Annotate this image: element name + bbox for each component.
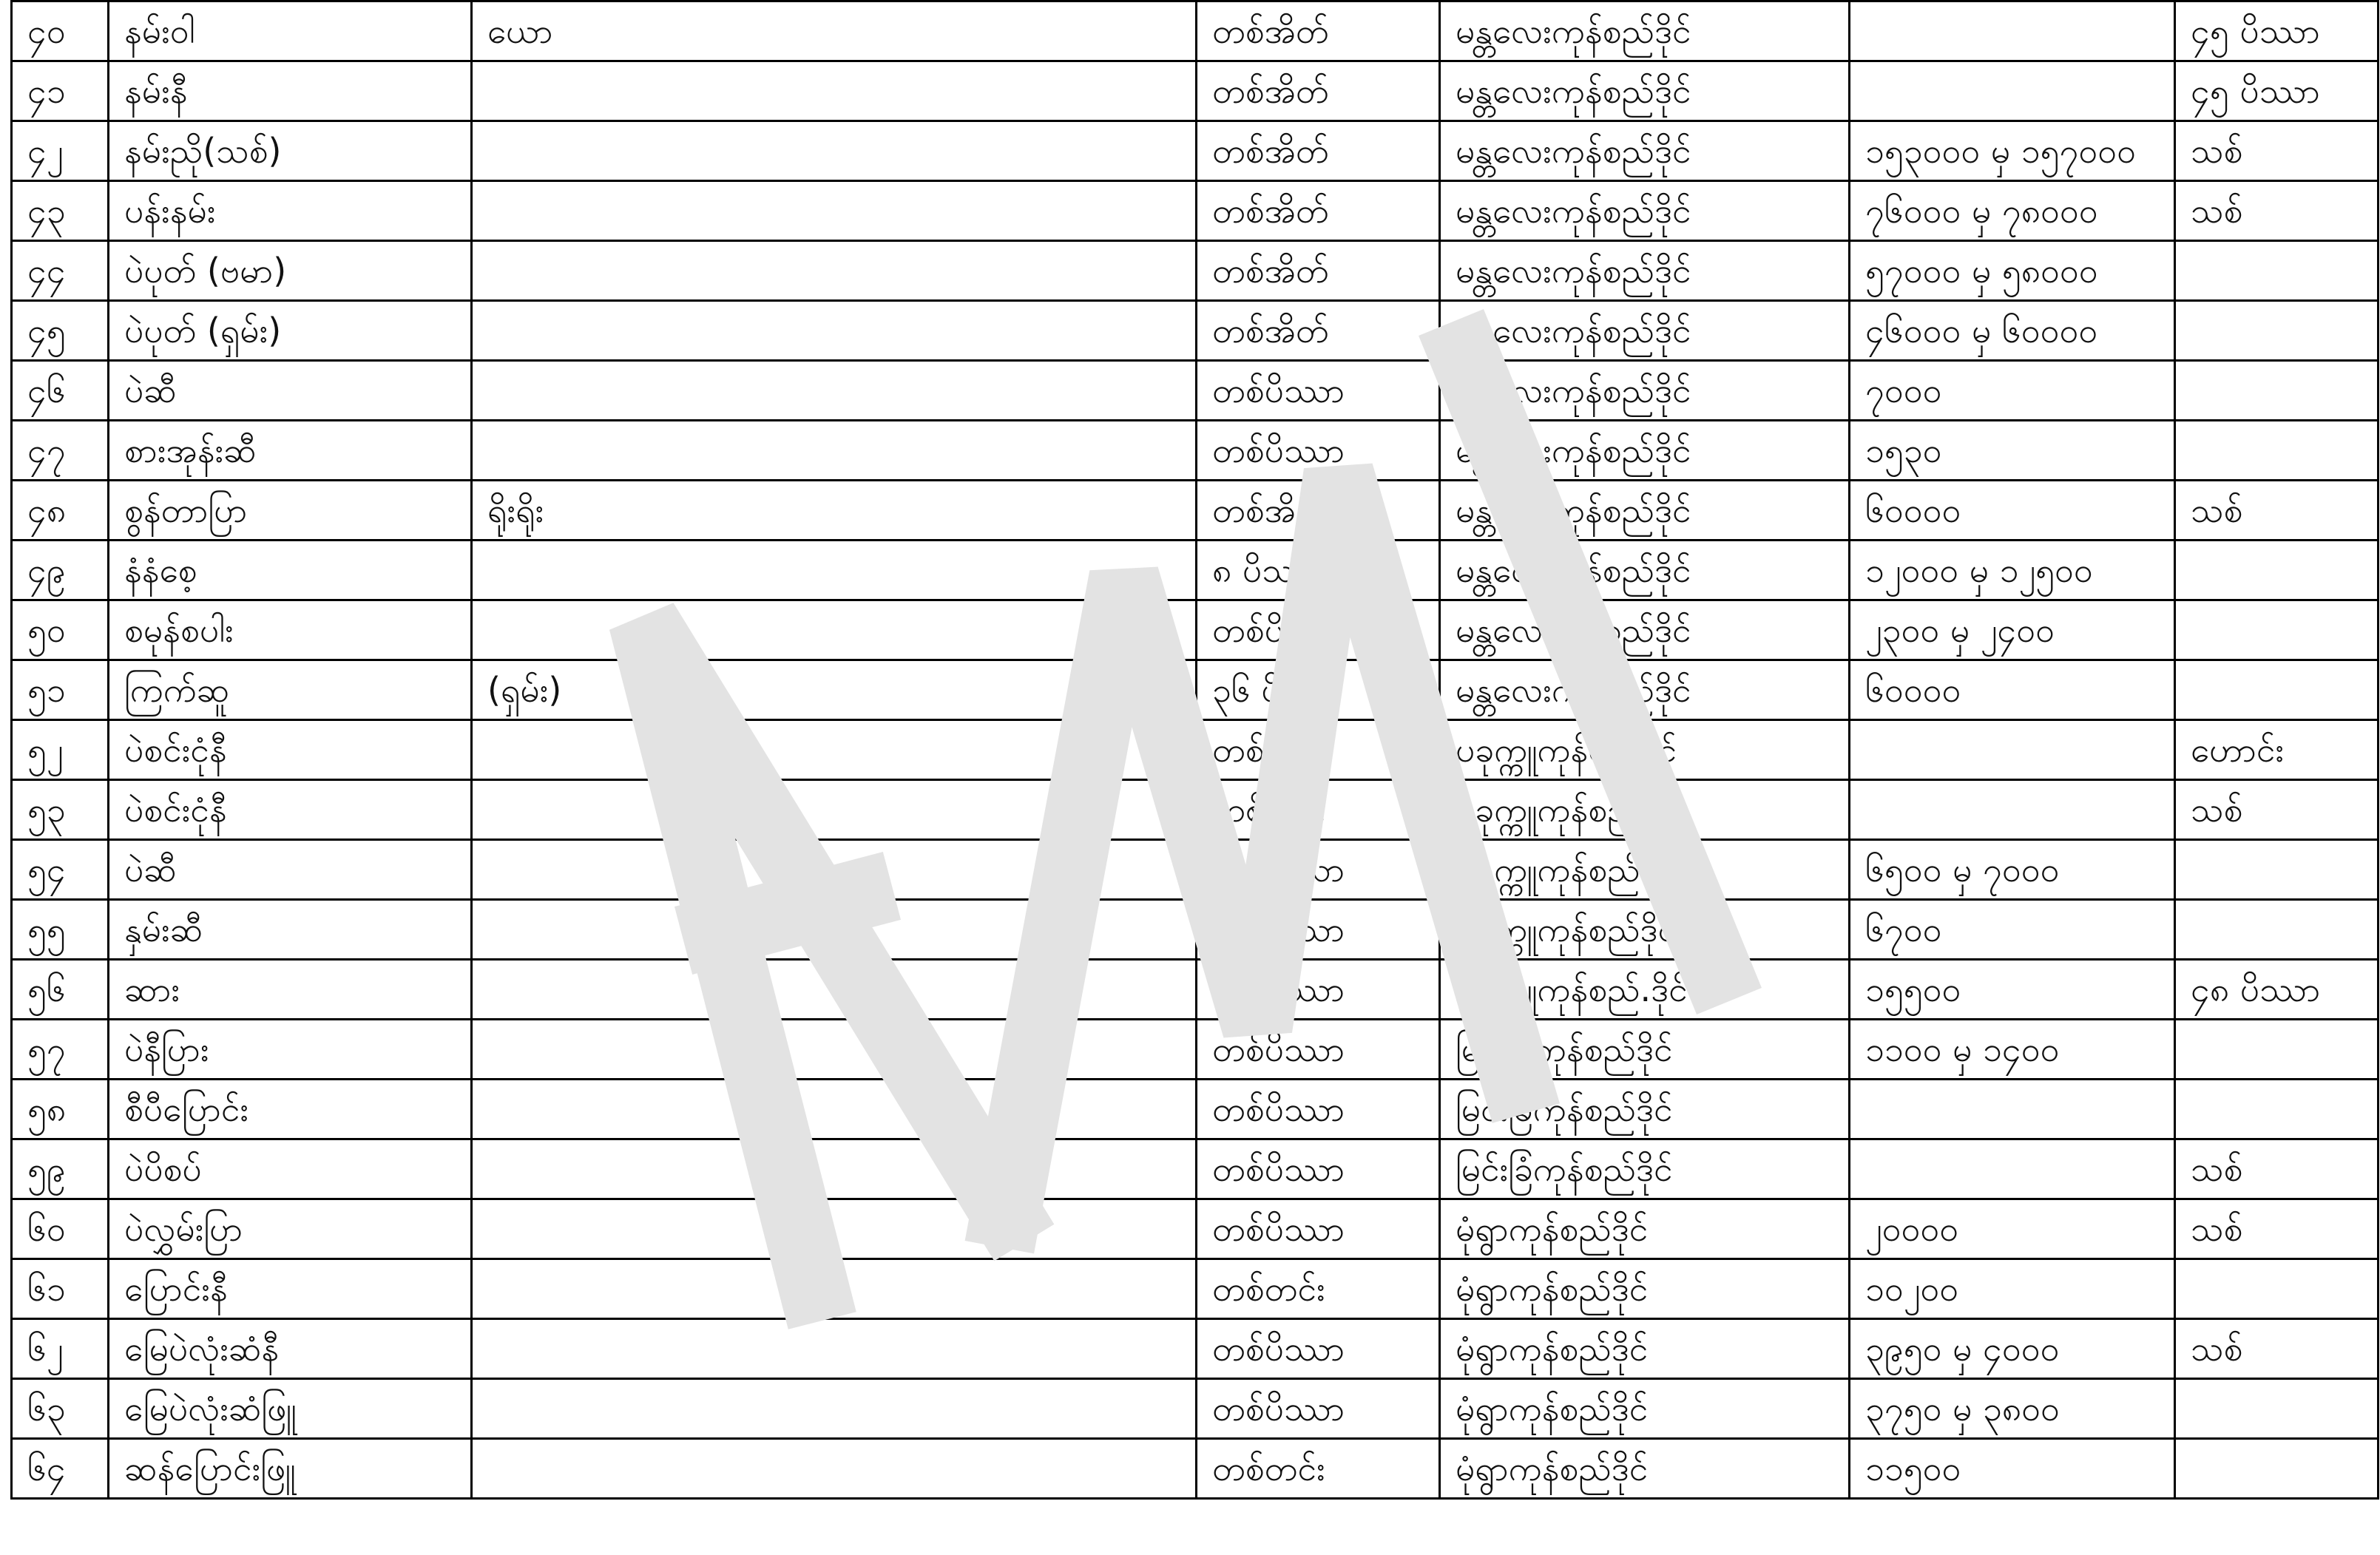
cell-note bbox=[472, 241, 1197, 301]
cell-item: နမ်းဝါ bbox=[109, 1, 472, 61]
cell-no: ၅၆ bbox=[12, 960, 109, 1020]
cell-market: မန္တလေးကုန်စည်ဒိုင် bbox=[1440, 541, 1850, 600]
cell-price: ၁၅၃၀ bbox=[1850, 421, 2175, 481]
table-row bbox=[12, 720, 2379, 780]
cell-item: ပဲပုတ် (ရှမ်း) bbox=[109, 301, 472, 361]
cell-price: ၇၀၀၀ bbox=[1850, 361, 2175, 421]
table-row bbox=[12, 840, 2379, 900]
cell-remark bbox=[2175, 1259, 2379, 1319]
cell-market: ပခုက္ကူကုန်စည်ဒိုင် bbox=[1440, 840, 1850, 900]
cell-item: ပဲဆီ bbox=[109, 840, 472, 900]
cell-item: စွန်တာပြာ bbox=[109, 481, 472, 541]
cell-remark: ၄၈ ပိဿာ bbox=[2175, 960, 2379, 1020]
cell-price: ၆၅၀၀ မှ ၇၀၀၀ bbox=[1850, 840, 2175, 900]
cell-remark bbox=[2175, 660, 2379, 720]
cell-unit: တစ်ပိဿာ bbox=[1197, 1139, 1440, 1199]
cell-note bbox=[472, 1319, 1197, 1379]
cell-price: ၄၆၀၀၀ မှ ၆၀၀၀၀ bbox=[1850, 301, 2175, 361]
cell-market: မုံရွာကုန်စည်ဒိုင် bbox=[1440, 1199, 1850, 1259]
table-row bbox=[12, 241, 2379, 301]
cell-price: ၃၉၅၀ မှ ၄၀၀၀ bbox=[1850, 1319, 2175, 1379]
cell-note bbox=[472, 720, 1197, 780]
cell-item: ပဲပိစပ် bbox=[109, 1139, 472, 1199]
cell-no: ၅၀ bbox=[12, 600, 109, 660]
cell-note bbox=[472, 1379, 1197, 1439]
cell-market: မန္တလေးကုန်စည်ဒိုင် bbox=[1440, 481, 1850, 541]
table-row bbox=[12, 481, 2379, 541]
cell-item: ပြောင်းနီ bbox=[109, 1259, 472, 1319]
cell-unit: တစ်ပိဿာ bbox=[1197, 600, 1440, 660]
cell-note bbox=[472, 181, 1197, 241]
cell-price bbox=[1850, 780, 2175, 840]
cell-unit: ၈ ပိဿာ bbox=[1197, 541, 1440, 600]
cell-unit: တစ်ပိဿာ bbox=[1197, 1199, 1440, 1259]
cell-no: ၄၆ bbox=[12, 361, 109, 421]
cell-remark bbox=[2175, 301, 2379, 361]
table-body bbox=[12, 1, 2379, 1499]
table-row bbox=[12, 1080, 2379, 1139]
cell-remark bbox=[2175, 241, 2379, 301]
cell-item: ပဲစင်းငုံနီ bbox=[109, 720, 472, 780]
cell-note bbox=[472, 1439, 1197, 1499]
cell-unit: တစ်ပိဿာ bbox=[1197, 900, 1440, 960]
cell-remark bbox=[2175, 1439, 2379, 1499]
cell-no: ၆၂ bbox=[12, 1319, 109, 1379]
cell-remark bbox=[2175, 1379, 2379, 1439]
cell-price bbox=[1850, 1080, 2175, 1139]
cell-no: ၅၃ bbox=[12, 780, 109, 840]
table-row bbox=[12, 600, 2379, 660]
cell-market: မန္တလေးကုန်စည်ဒိုင် bbox=[1440, 421, 1850, 481]
cell-note bbox=[472, 1020, 1197, 1080]
cell-no: ၄၈ bbox=[12, 481, 109, 541]
cell-unit: တစ်တင်း bbox=[1197, 720, 1440, 780]
table-row bbox=[12, 1020, 2379, 1080]
table-row bbox=[12, 121, 2379, 181]
cell-price: ၆၇၀၀ bbox=[1850, 900, 2175, 960]
cell-market: မန္တလေးကုန်စည်ဒိုင် bbox=[1440, 1, 1850, 61]
table-row bbox=[12, 1379, 2379, 1439]
cell-unit: တစ်ပိဿာ bbox=[1197, 1080, 1440, 1139]
cell-market: ပခုက္ကူကုန်စည်ဒိုင် bbox=[1440, 780, 1850, 840]
cell-market: မြင်းခြံကုန်စည်ဒိုင် bbox=[1440, 1080, 1850, 1139]
cell-market: မန္တလေးကုန်စည်ဒိုင် bbox=[1440, 660, 1850, 720]
cell-unit: တစ်အိတ် bbox=[1197, 301, 1440, 361]
cell-item: ဆား bbox=[109, 960, 472, 1020]
cell-no: ၄၁ bbox=[12, 61, 109, 121]
cell-no: ၆၄ bbox=[12, 1439, 109, 1499]
cell-item: ပဲလွှမ်းပြာ bbox=[109, 1199, 472, 1259]
cell-item: ပန်းနမ်း bbox=[109, 181, 472, 241]
cell-no: ၅၇ bbox=[12, 1020, 109, 1080]
cell-unit: တစ်ပိဿာ bbox=[1197, 361, 1440, 421]
cell-unit: ၃၆ ပိဿာ bbox=[1197, 660, 1440, 720]
cell-unit: တစ်အိတ် bbox=[1197, 121, 1440, 181]
cell-price: ၁၁၅၀၀ bbox=[1850, 1439, 2175, 1499]
table-row bbox=[12, 1439, 2379, 1499]
cell-price: ၅၇၀၀၀ မှ ၅၈၀၀၀ bbox=[1850, 241, 2175, 301]
cell-note bbox=[472, 1259, 1197, 1319]
cell-remark bbox=[2175, 900, 2379, 960]
cell-remark: သစ် bbox=[2175, 1139, 2379, 1199]
cell-note: ယော bbox=[472, 1, 1197, 61]
cell-market: မန္တလေးကုန်စည်ဒိုင် bbox=[1440, 61, 1850, 121]
cell-remark: သစ် bbox=[2175, 181, 2379, 241]
cell-no: ၅၄ bbox=[12, 840, 109, 900]
cell-market: မုံရွာကုန်စည်ဒိုင် bbox=[1440, 1439, 1850, 1499]
cell-no: ၅၈ bbox=[12, 1080, 109, 1139]
cell-price: ၁၁၀၀ မှ ၁၄၀၀ bbox=[1850, 1020, 2175, 1080]
cell-market: မန္တလေးကုန်စည်ဒိုင် bbox=[1440, 121, 1850, 181]
cell-note bbox=[472, 1139, 1197, 1199]
cell-item: ပဲနီပြား bbox=[109, 1020, 472, 1080]
cell-remark: သစ် bbox=[2175, 1319, 2379, 1379]
cell-note bbox=[472, 840, 1197, 900]
cell-no: ၅၂ bbox=[12, 720, 109, 780]
cell-no: ၄၄ bbox=[12, 241, 109, 301]
cell-note: ရိုးရိုး bbox=[472, 481, 1197, 541]
cell-no: ၅၁ bbox=[12, 660, 109, 720]
cell-market: မုံရွာကုန်စည်ဒိုင် bbox=[1440, 1319, 1850, 1379]
cell-item: ဆန်ပြောင်းဖြူ bbox=[109, 1439, 472, 1499]
cell-remark bbox=[2175, 600, 2379, 660]
cell-price: ၁၀၂၀၀ bbox=[1850, 1259, 2175, 1319]
cell-item: မြေပဲလုံးဆံနီ bbox=[109, 1319, 472, 1379]
cell-unit: တစ်အိတ် bbox=[1197, 241, 1440, 301]
cell-market: မုံရွာကုန်စည်ဒိုင် bbox=[1440, 1379, 1850, 1439]
cell-price: ၁၅၃၀၀၀ မှ ၁၅၇၀၀၀ bbox=[1850, 121, 2175, 181]
cell-unit: တစ်ပိဿာ bbox=[1197, 840, 1440, 900]
cell-price bbox=[1850, 1, 2175, 61]
cell-price: ၃၇၅၀ မှ ၃၈၀၀ bbox=[1850, 1379, 2175, 1439]
cell-price bbox=[1850, 1139, 2175, 1199]
cell-no: ၄၅ bbox=[12, 301, 109, 361]
cell-item: ပဲစင်းငုံနီ bbox=[109, 780, 472, 840]
cell-market: ပခုက္ကူကုန်စည်.ဒိုင် bbox=[1440, 960, 1850, 1020]
cell-price: ၁၂၀၀၀ မှ ၁၂၅၀၀ bbox=[1850, 541, 2175, 600]
cell-unit: တစ်ပိဿာ bbox=[1197, 421, 1440, 481]
cell-remark bbox=[2175, 1080, 2379, 1139]
cell-unit: တစ်တင်း bbox=[1197, 1439, 1440, 1499]
cell-remark: သစ် bbox=[2175, 1199, 2379, 1259]
cell-unit: တစ်အိတ် bbox=[1197, 481, 1440, 541]
cell-market: မန္တလေးကုန်စည်ဒိုင် bbox=[1440, 361, 1850, 421]
cell-no: ၄၂ bbox=[12, 121, 109, 181]
cell-remark bbox=[2175, 421, 2379, 481]
cell-note bbox=[472, 121, 1197, 181]
cell-note: (ရှမ်း) bbox=[472, 660, 1197, 720]
table-row bbox=[12, 61, 2379, 121]
cell-note bbox=[472, 541, 1197, 600]
cell-note bbox=[472, 61, 1197, 121]
table-row bbox=[12, 541, 2379, 600]
cell-note bbox=[472, 301, 1197, 361]
cell-remark: သစ် bbox=[2175, 121, 2379, 181]
cell-remark: သစ် bbox=[2175, 481, 2379, 541]
commodity-price-table bbox=[10, 0, 2379, 1500]
cell-unit: တစ်တင်း bbox=[1197, 1259, 1440, 1319]
cell-item: နမ်းညို(သစ်) bbox=[109, 121, 472, 181]
cell-remark bbox=[2175, 840, 2379, 900]
cell-item: နှမ်းဆီ bbox=[109, 900, 472, 960]
table-row bbox=[12, 960, 2379, 1020]
cell-note bbox=[472, 1199, 1197, 1259]
cell-price bbox=[1850, 61, 2175, 121]
cell-item: စမုန်စပါး bbox=[109, 600, 472, 660]
cell-item: နမ်းနီ bbox=[109, 61, 472, 121]
table-row bbox=[12, 1259, 2379, 1319]
table-row bbox=[12, 780, 2379, 840]
cell-remark: ၄၅ ပိဿာ bbox=[2175, 61, 2379, 121]
cell-remark: ၄၅ ပိဿာ bbox=[2175, 1, 2379, 61]
cell-price: ၂၃၀၀ မှ ၂၄၀၀ bbox=[1850, 600, 2175, 660]
cell-unit: တစ်ပိဿာ bbox=[1197, 960, 1440, 1020]
cell-item: နံနံစေ့ bbox=[109, 541, 472, 600]
table-row bbox=[12, 181, 2379, 241]
cell-note bbox=[472, 600, 1197, 660]
cell-note bbox=[472, 780, 1197, 840]
cell-remark: ဟောင်း bbox=[2175, 720, 2379, 780]
table-row bbox=[12, 1139, 2379, 1199]
cell-unit: တစ်အိတ် bbox=[1197, 61, 1440, 121]
cell-market: ပခုက္ကူကုန်စည်ဒိုင် bbox=[1440, 900, 1850, 960]
cell-no: ၆၀ bbox=[12, 1199, 109, 1259]
table-row bbox=[12, 1319, 2379, 1379]
cell-market: မန္တလေးကုန်စည်ဒိုင် bbox=[1440, 241, 1850, 301]
cell-note bbox=[472, 960, 1197, 1020]
cell-price: ၁၅၅၀၀ bbox=[1850, 960, 2175, 1020]
cell-unit: တစ်တင်း bbox=[1197, 780, 1440, 840]
cell-remark: သစ် bbox=[2175, 780, 2379, 840]
cell-no: ၆၃ bbox=[12, 1379, 109, 1439]
cell-price bbox=[1850, 720, 2175, 780]
cell-market: မန္တလေးကုန်စည်ဒိုင် bbox=[1440, 181, 1850, 241]
cell-market: မြင်းခြံကုန်စည်ဒိုင် bbox=[1440, 1020, 1850, 1080]
cell-item: ပဲဆီ bbox=[109, 361, 472, 421]
cell-unit: တစ်ပိဿာ bbox=[1197, 1319, 1440, 1379]
cell-no: ၄၉ bbox=[12, 541, 109, 600]
cell-no: ၄၇ bbox=[12, 421, 109, 481]
cell-no: ၄၃ bbox=[12, 181, 109, 241]
cell-unit: တစ်အိတ် bbox=[1197, 1, 1440, 61]
cell-no: ၅၅ bbox=[12, 900, 109, 960]
cell-item: မြေပဲလုံးဆံဖြူ bbox=[109, 1379, 472, 1439]
cell-market: မန္တလေးကုန်စည်ဒိုင် bbox=[1440, 600, 1850, 660]
cell-remark bbox=[2175, 361, 2379, 421]
cell-market: မြင်းခြံကုန်စည်ဒိုင် bbox=[1440, 1139, 1850, 1199]
cell-item: ပဲပုတ် (ဗမာ) bbox=[109, 241, 472, 301]
table-row bbox=[12, 421, 2379, 481]
cell-note bbox=[472, 421, 1197, 481]
cell-unit: တစ်အိတ် bbox=[1197, 181, 1440, 241]
cell-no: ၆၁ bbox=[12, 1259, 109, 1319]
table-row bbox=[12, 1, 2379, 61]
table-row bbox=[12, 900, 2379, 960]
cell-item: စီပီပြောင်း bbox=[109, 1080, 472, 1139]
cell-unit: တစ်ပိဿာ bbox=[1197, 1379, 1440, 1439]
cell-note bbox=[472, 361, 1197, 421]
cell-item: ကြက်ဆူ bbox=[109, 660, 472, 720]
table-row bbox=[12, 301, 2379, 361]
cell-item: စားအုန်းဆီ bbox=[109, 421, 472, 481]
cell-price: ၇၆၀၀၀ မှ ၇၈၀၀၀ bbox=[1850, 181, 2175, 241]
cell-price: ၆၀၀၀၀ bbox=[1850, 660, 2175, 720]
cell-no: ၅၉ bbox=[12, 1139, 109, 1199]
cell-note bbox=[472, 1080, 1197, 1139]
cell-price: ၂၀၀၀၀ bbox=[1850, 1199, 2175, 1259]
cell-no: ၄၀ bbox=[12, 1, 109, 61]
cell-remark bbox=[2175, 541, 2379, 600]
table-row bbox=[12, 1199, 2379, 1259]
table-row bbox=[12, 361, 2379, 421]
cell-market: မန္တလေးကုန်စည်ဒိုင် bbox=[1440, 301, 1850, 361]
cell-price: ၆၀၀၀၀ bbox=[1850, 481, 2175, 541]
cell-market: ပခုက္ကူကုန်စည်ဒိုင် bbox=[1440, 720, 1850, 780]
cell-remark bbox=[2175, 1020, 2379, 1080]
table-row bbox=[12, 660, 2379, 720]
cell-unit: တစ်ပိဿာ bbox=[1197, 1020, 1440, 1080]
cell-market: မုံရွာကုန်စည်ဒိုင် bbox=[1440, 1259, 1850, 1319]
cell-note bbox=[472, 900, 1197, 960]
